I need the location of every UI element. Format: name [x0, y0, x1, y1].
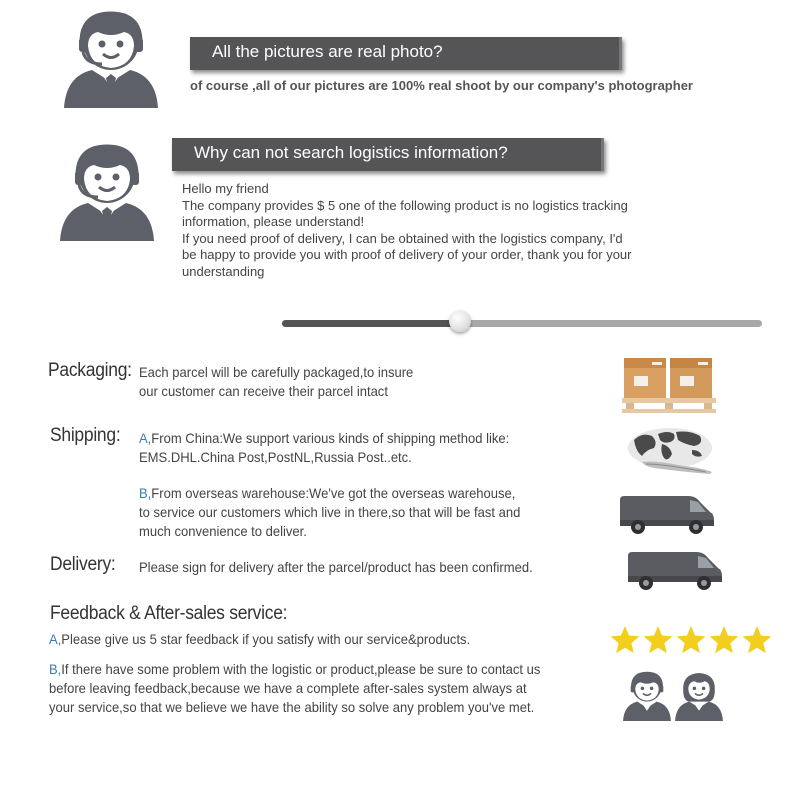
feedback-title: Feedback & After-sales service:: [50, 603, 288, 624]
option-letter: B,: [49, 661, 62, 677]
slider-fill: [282, 320, 460, 327]
option-letter: A,: [49, 631, 62, 647]
feedback-option-b-line: your service,so that we believe we have the ability so solve any problem you've met.: [49, 699, 535, 715]
option-text: From overseas warehouse:We've got the overseas warehouse,: [151, 485, 516, 501]
faq-answer-line: information, please understand!: [182, 214, 365, 229]
shipping-title: Shipping:: [50, 425, 121, 446]
faq-answer-line: understanding: [182, 263, 265, 279]
shipping-option-b-line: [139, 484, 520, 503]
shipping-option-a-line: [139, 429, 509, 448]
star-icon: [677, 626, 706, 653]
option-text: Please give us 5 star feedback if you satisfy with our service&products.: [61, 631, 471, 647]
world-map-airplane-icon: [624, 426, 716, 476]
packaging-text: [139, 363, 413, 401]
feedback-option-b-line: [49, 660, 540, 679]
feedback-option-b-line: before leaving feedback,because we have a complete after-sales system always at: [49, 680, 527, 696]
support-agent-icon: [622, 670, 672, 722]
faq-question-banner: Why can not search logistics information?: [172, 138, 604, 171]
option-letter: A,: [139, 430, 152, 446]
shipping-option-b: [139, 484, 520, 541]
faq-answer-line: Hello my friend: [182, 181, 269, 196]
delivery-van-icon: [616, 492, 718, 536]
slider-handle[interactable]: [449, 310, 471, 332]
option-text: If there have some problem with the logistic or product,please be sure to contact us: [61, 661, 541, 677]
delivery-van-icon: [624, 548, 726, 592]
faq-question-banner: All the pictures are real photo?: [190, 37, 622, 70]
option-text: From China:We support various kinds of shipping method like:: [151, 430, 510, 446]
shipping-option-a: [139, 429, 509, 467]
slider-track[interactable]: [282, 320, 762, 327]
cardboard-box-icon: [622, 356, 716, 414]
faq-answer-line: The company provides $ 5 one of the following product is no logistics tracking: [182, 197, 628, 213]
star-rating: [610, 625, 775, 655]
packaging-text-line: our customer can receive their parcel intact: [139, 383, 388, 399]
feedback-option-b: [49, 660, 540, 717]
star-icon: [644, 626, 673, 653]
star-icon: [710, 626, 739, 653]
delivery-text: Please sign for delivery after the parcel/product has been confirmed.: [139, 559, 533, 575]
faq-answer-line: be happy to provide you with proof of delivery of your order, thank you for your: [182, 247, 632, 262]
support-agent-icon: [58, 140, 156, 244]
shipping-option-a-line: EMS.DHL.China Post,PostNL,Russia Post..etc.: [139, 449, 412, 465]
star-icon: [743, 626, 772, 653]
faq-answer: of course ,all of our pictures are 100% real shoot by our company's photographer: [190, 78, 693, 93]
delivery-title: Delivery:: [50, 554, 116, 575]
faq-answer-line: If you need proof of delivery, I can be obtained with the logistics company, I'd: [182, 230, 623, 246]
shipping-option-b-line: much convenience to deliver.: [139, 523, 307, 539]
star-icon: [611, 626, 640, 653]
support-agent-icon: [62, 8, 160, 110]
packaging-title: Packaging:: [48, 360, 132, 381]
option-letter: B,: [139, 485, 152, 501]
support-agent-female-icon: [674, 670, 724, 722]
shipping-option-b-line: to service our customers which live in there,so that will be fast and: [139, 504, 521, 520]
feedback-option-a: [49, 630, 470, 649]
packaging-text-line: Each parcel will be carefully packaged,to insure: [139, 364, 414, 380]
faq-answer: [182, 181, 631, 280]
